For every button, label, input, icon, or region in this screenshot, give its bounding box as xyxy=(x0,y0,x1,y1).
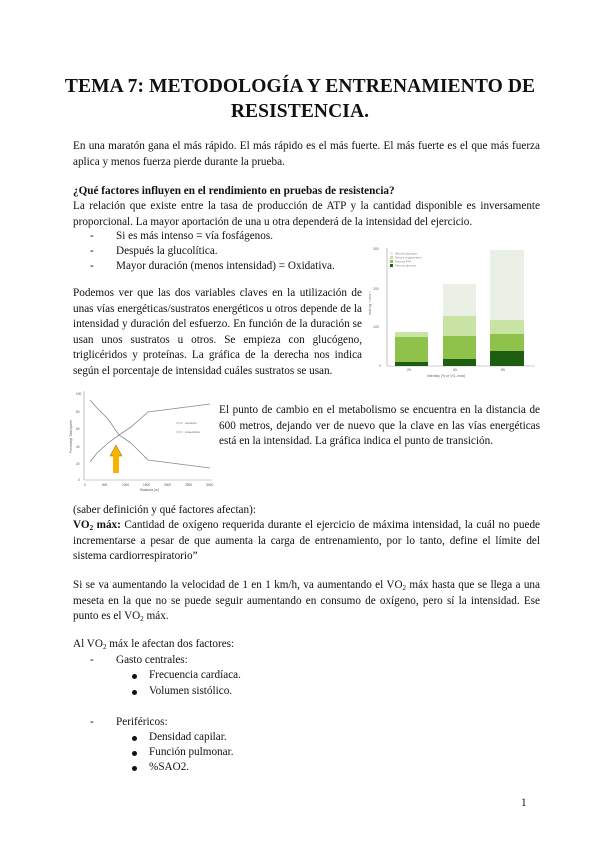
svg-text:0: 0 xyxy=(78,478,80,482)
document-page: TEMA 7: METODOLOGÍA Y ENTRENAMIENTO DE RESISTENCIA. En una maratón gana el más rápido. El más rápido es el más fuerte. El más fuerte es el que más fuerza aplica y menos fuerza pierde durante la prueba. ¿Qué factores influyen en el rendimiento en pruebas de resistencia? La relación que existe entre la tasa de producción de ATP y la cantidad disponible es inversamente proporcional. La mayor aportación de una u otra dependerá de la intensidad del ejercicio. - Si es más intenso = vía fosfágenos. - Después la glucolítica. - Mayor duración (menos intensidad) = Oxidativa. Podemos ver que las dos variables claves en la utilización de unas vías energéticas/sustratos energéticos u otros depende de la intensidad y duración del esfuerzo. En función de la duración se usan unos sustratos u otros. Se empieza con glucógeno, triglicéridos y proteínas. La gráfica de la derecha nos indica según el porcentaje de intensidad cuáles sustratos se usan. 300 200 100 0 25 65 85 Intensity (% of VO₂ max) kcal·kg⁻¹·min⁻¹ Muscle glycogen Muscle triglycerides Plasma FFA Plasma glucose 0 500 1000 1500 2000 2500 3000 Distancia (m) Porcentaje Total Aporte 100 80 60 40 20 0 Aeróbico Anaeróbico El punto de cambio en el metabolismo se encuentra en la distancia de 600 metros, dejando ver de nuevo que la clave en las vías energéticas está en la intensidad. La gráfica indica el punto de transición. (saber definición y qué factores afectan): $VO_2$ máx: Cantidad de oxígeno requerida durante el ejercicio de máxima intensidad, la cuál no puede incrementarse a pesar de que aumenta la carga de entrenamiento, por lo tanto, define el límite del sistema cardiorrespiratorio” Si se va aumentando la velocidad de 1 en 1 km/h, va aumentando el $VO_2$ máx hasta que se llega a una meseta en la que no se puede seguir aumentando en consumo de oxígeno, pero sí la intensidad. Ese punto es el $VO_2$ máx. Al $VO_2$ máx le afectan dos factores: - Gasto centrales: Frecuencia cardíaca. Volumen sistólico. - Periféricos: Densidad capilar. Función pulmonar. %SAO2. 1 xyxy=(0,0,600,848)
svg-text:2500: 2500 xyxy=(185,483,193,487)
svg-text:Porcentaje Total Aporte: Porcentaje Total Aporte xyxy=(69,420,73,453)
svg-text:3000: 3000 xyxy=(206,483,214,487)
svg-text:100: 100 xyxy=(373,325,379,329)
svg-text:300: 300 xyxy=(373,247,379,251)
svg-text:0: 0 xyxy=(379,364,381,368)
svg-text:Distancia (m): Distancia (m) xyxy=(140,488,159,492)
dash-marker: - xyxy=(90,245,94,257)
svg-text:25: 25 xyxy=(407,368,411,372)
factors-intro: Al $VO_2$ máx le afectan dos factores: xyxy=(73,638,235,651)
atp-paragraph: La relación que existe entre la tasa de producción de ATP y la cantidad disponible es inversamente proporcional. La mayor aportación de una u otra dependerá de la intensidad del ejercicio. xyxy=(73,200,540,228)
svg-text:Plasma glucose: Plasma glucose xyxy=(395,263,417,268)
svg-text:Plasma FFA: Plasma FFA xyxy=(395,259,412,264)
svg-text:100: 100 xyxy=(76,392,82,396)
list-item-text: Mayor duración (menos intensidad) = Oxidativa. xyxy=(116,260,335,272)
svg-text:Muscle glycogen: Muscle glycogen xyxy=(395,251,418,256)
list-item-text: Si es más intenso = vía fosfágenos. xyxy=(116,230,274,242)
svg-text:85: 85 xyxy=(501,368,505,372)
svg-text:500: 500 xyxy=(102,483,108,487)
svg-text:65: 65 xyxy=(453,368,457,372)
svg-text:Intensity (% of VO₂ max): Intensity (% of VO₂ max) xyxy=(427,374,466,378)
group-label: Gasto centrales: xyxy=(116,654,188,666)
svg-text:80: 80 xyxy=(76,410,80,414)
svg-text:Anaeróbico: Anaeróbico xyxy=(185,430,201,434)
dash-marker: - xyxy=(90,716,94,728)
transition-paragraph: El punto de cambio en el metabolismo se encuentra en la distancia de 600 metros, dejando ver de nuevo que la clave en las vías energéticas está en la intensidad. La gráfica indica el punto de transición. xyxy=(219,404,540,447)
svg-text:Muscle triglycerides: Muscle triglycerides xyxy=(395,255,422,260)
section-heading: ¿Qué factores influyen en el rendimiento en pruebas de resistencia? xyxy=(73,185,395,197)
title-line-2: RESISTENCIA. xyxy=(230,101,370,122)
group-label: Periféricos: xyxy=(116,716,168,728)
page-title xyxy=(60,74,540,124)
svg-text:1000: 1000 xyxy=(122,483,130,487)
svg-text:0: 0 xyxy=(84,483,86,487)
bullet-icon xyxy=(132,766,137,771)
vo2max-explanation: Si se va aumentando la velocidad de 1 en 1 km/h, va aumentando el $VO_2$ máx hasta que se llega a una meseta en la que no se puede seguir aumentando en consumo de oxígeno, pero sí la intensidad. Ese punto es el $VO_2$ máx. xyxy=(73,579,540,623)
dash-marker: - xyxy=(90,230,94,242)
legend xyxy=(176,421,201,434)
definition-note: (saber definición y qué factores afectan): xyxy=(73,504,256,516)
svg-text:1500: 1500 xyxy=(143,483,151,487)
bullet-icon xyxy=(132,736,137,741)
vo2max-definition: $VO_2$ máx: Cantidad de oxígeno requerida durante el ejercicio de máxima intensidad, la cuál no puede incrementarse a pesar de que aumenta la carga de entrenamiento, por lo tanto, define el límite del sistema cardiorrespiratorio” xyxy=(73,519,541,562)
svg-text:40: 40 xyxy=(76,445,80,449)
legend xyxy=(390,252,422,268)
vo2max-term: $VO_2$ máx: xyxy=(73,519,121,532)
bullet-icon xyxy=(132,751,137,756)
svg-text:2000: 2000 xyxy=(164,483,172,487)
svg-text:200: 200 xyxy=(373,287,379,291)
svg-text:Aeróbico: Aeróbico xyxy=(185,421,197,425)
transition-arrow-icon xyxy=(110,445,122,473)
title-line-1: TEMA 7: METODOLOGÍA Y ENTRENAMIENTO DE xyxy=(64,76,536,97)
substrates-paragraph: Podemos ver que las dos variables claves en la utilización de unas vías energéticas/sustratos energéticos u otros depende de la intensidad y duración del esfuerzo. En función de la duración se usan unos sustratos u otros. Se empieza con glucógeno, triglicéridos y proteínas. La gráfica de la derecha nos indica según el porcentaje de intensidad cuáles sustratos se usan. xyxy=(73,287,362,377)
dash-marker: - xyxy=(90,654,94,666)
svg-text:kcal·kg⁻¹·min⁻¹: kcal·kg⁻¹·min⁻¹ xyxy=(368,291,372,315)
substrate-bar-chart xyxy=(365,240,540,380)
svg-text:60: 60 xyxy=(76,427,80,431)
dash-marker: - xyxy=(90,260,94,272)
list-item-text: Después la glucolítica. xyxy=(116,245,218,257)
bullet-icon xyxy=(132,674,137,679)
page-number: 1 xyxy=(521,797,527,809)
svg-text:20: 20 xyxy=(76,462,80,466)
bullet-icon xyxy=(132,690,137,695)
intro-paragraph: En una maratón gana el más rápido. El más rápido es el más fuerte. El más fuerte es el que más fuerza aplica y menos fuerza pierde durante la prueba. xyxy=(73,140,540,168)
energy-systems-line-chart xyxy=(62,383,217,493)
